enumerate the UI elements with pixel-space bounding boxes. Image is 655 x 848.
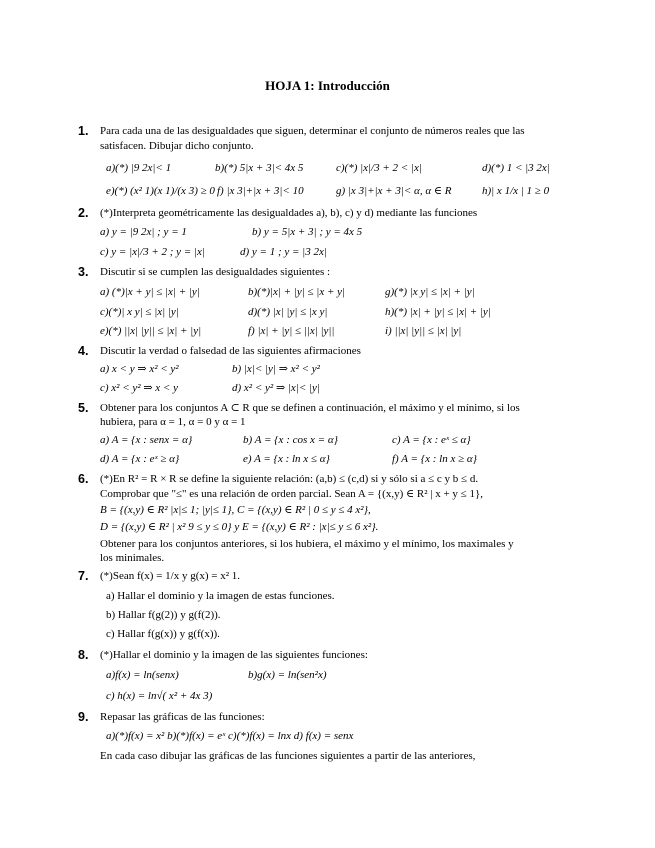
- page-title: HOJA 1: Introducción: [265, 78, 390, 93]
- problem-3-item: i) ||x| |y|| ≤ |x| |y|: [385, 325, 462, 337]
- problem-1-item: f) |x 3|+|x + 3|< 10: [217, 185, 304, 197]
- problem-1-item: h)| x 1/x | 1 ≥ 0: [482, 185, 550, 197]
- problem-2-text: (*)Interpreta geométricamente las desigualdades a), b), c) y d) mediante las funciones: [100, 207, 478, 219]
- problem-8-item: c) h(x) = ln√( x² + 4x 3): [106, 690, 213, 702]
- problem-3-item: f) |x| + |y| ≤ ||x| |y||: [248, 325, 335, 337]
- problem-1-item: g) |x 3|+|x + 3|< α, α ∈ R: [336, 185, 452, 197]
- problem-3-item: b)(*)|x| + |y| ≤ |x + y|: [248, 286, 346, 298]
- problem-2-item: a) y = |9 2x| ; y = 1: [100, 226, 187, 238]
- problem-1-item: c)(*) |x|/3 + 2 < |x|: [336, 162, 422, 174]
- problem-6-text: Obtener para los conjuntos anteriores, si los hubiera, el máximo y el mínimo, los maximales y: [100, 538, 514, 550]
- problem-6-text: los minimales.: [100, 552, 165, 564]
- problem-4-item: b) |x|< |y| ⇒ x² < y²: [232, 363, 320, 375]
- problem-3-item: d)(*) |x| |y| ≤ |x y|: [248, 306, 328, 318]
- problem-3-item: a) (*)|x + y| ≤ |x| + |y|: [100, 286, 200, 298]
- problem-8-text: (*)Hallar el dominio y la imagen de las siguientes funciones:: [100, 649, 368, 661]
- problem-1-text: Para cada una de las desigualdades que siguen, determinar el conjunto de números reales que las: [100, 125, 525, 137]
- problem-7-item: c) Hallar f(g(x)) y g(f(x)).: [106, 628, 220, 640]
- problem-7-number: 7.: [78, 569, 89, 583]
- problem-2-item: b) y = 5|x + 3| ; y = 4x 5: [252, 226, 363, 238]
- problem-8-item: a)f(x) = ln(senx): [106, 669, 179, 681]
- problem-5-text: Obtener para los conjuntos A ⊂ R que se definen a continuación, el máximo y el mínimo, si los: [100, 402, 520, 414]
- problem-9-text: En cada caso dibujar las gráficas de las funciones siguientes a partir de las anteriores,: [100, 750, 476, 762]
- problem-4-item: a) x < y ⇒ x² < y²: [100, 363, 179, 375]
- problem-4-number: 4.: [78, 344, 89, 358]
- problem-6-text: (*)En R² = R × R se define la siguiente relación: (a,b) ≤ (c,d) si y sólo si a ≤ c y b ≤ d.: [100, 473, 479, 485]
- problem-7-item: b) Hallar f(g(2)) y g(f(2)).: [106, 609, 221, 621]
- problem-4-item: c) x² < y² ⇒ x < y: [100, 382, 178, 394]
- problem-5-item: e) A = {x : ln x ≤ α}: [243, 453, 330, 465]
- problem-5-item: d) A = {x : eˣ ≥ α}: [100, 453, 180, 465]
- problem-5-item: b) A = {x : cos x = α}: [243, 434, 338, 446]
- problem-3-item: h)(*) |x| + |y| ≤ |x| + |y|: [385, 306, 491, 318]
- problem-7-item: a) Hallar el dominio y la imagen de estas funciones.: [106, 590, 335, 602]
- problem-2-number: 2.: [78, 206, 89, 220]
- problem-8-item: b)g(x) = ln(sen²x): [248, 669, 327, 681]
- problem-3-number: 3.: [78, 265, 89, 279]
- problem-6-text: Comprobar que "≤" es una relación de orden parcial. Sean A = {(x,y) ∈ R² | x + y ≤ 1},: [100, 488, 483, 500]
- problem-5-item: a) A = {x : senx = α}: [100, 434, 193, 446]
- problem-3-item: g)(*) |x y| ≤ |x| + |y|: [385, 286, 475, 298]
- problem-2-item: d) y = 1 ; y = |3 2x|: [240, 246, 327, 258]
- problem-3-item: e)(*) ||x| |y|| ≤ |x| + |y|: [100, 325, 202, 337]
- problem-4-text: Discutir la verdad o falsedad de las siguientes afirmaciones: [100, 345, 361, 357]
- problem-9-text: Repasar las gráficas de las funciones:: [100, 711, 265, 723]
- problem-6-number: 6.: [78, 472, 89, 486]
- problem-6-text: D = {(x,y) ∈ R² | x² 9 ≤ y ≤ 0} y E = {(x,y) ∈ R² : |x|≤ y ≤ 6 x²}.: [100, 521, 379, 533]
- problem-4-item: d) x² < y² ⇒ |x|< |y|: [232, 382, 320, 394]
- problem-5-number: 5.: [78, 401, 89, 415]
- problem-1-number: 1.: [78, 124, 89, 138]
- problem-1-text: satisfacen. Dibujar dicho conjunto.: [100, 140, 254, 152]
- problem-3-text: Discutir si se cumplen las desigualdades siguientes :: [100, 266, 331, 278]
- problem-9-number: 9.: [78, 710, 89, 724]
- problem-3-item: c)(*)| x y| ≤ |x| |y|: [100, 306, 179, 318]
- problem-1-item: d)(*) 1 < |3 2x|: [482, 162, 550, 174]
- problem-9-item: a)(*)f(x) = x² b)(*)f(x) = eˣ c)(*)f(x) = lnx d) f(x) = senx: [106, 730, 354, 742]
- problem-7-text: (*)Sean f(x) = 1/x y g(x) = x² 1.: [100, 570, 241, 582]
- problem-1-item: e)(*) (x² 1)(x 1)/(x 3) ≥ 0: [106, 185, 215, 197]
- problem-8-number: 8.: [78, 648, 89, 662]
- problem-6-text: B = {(x,y) ∈ R² |x|≤ 1; |y|≤ 1}, C = {(x,y) ∈ R² | 0 ≤ y ≤ 4 x²},: [100, 504, 371, 516]
- problem-5-item: c) A = {x : eˣ ≤ α}: [392, 434, 471, 446]
- problem-1-item: a)(*) |9 2x|< 1: [106, 162, 172, 174]
- problem-5-item: f) A = {x : ln x ≥ α}: [392, 453, 478, 465]
- problem-5-text: hubiera, para α = 1, α = 0 y α = 1: [100, 416, 246, 428]
- problem-2-item: c) y = |x|/3 + 2 ; y = |x|: [100, 246, 205, 258]
- problem-1-item: b)(*) 5|x + 3|< 4x 5: [215, 162, 304, 174]
